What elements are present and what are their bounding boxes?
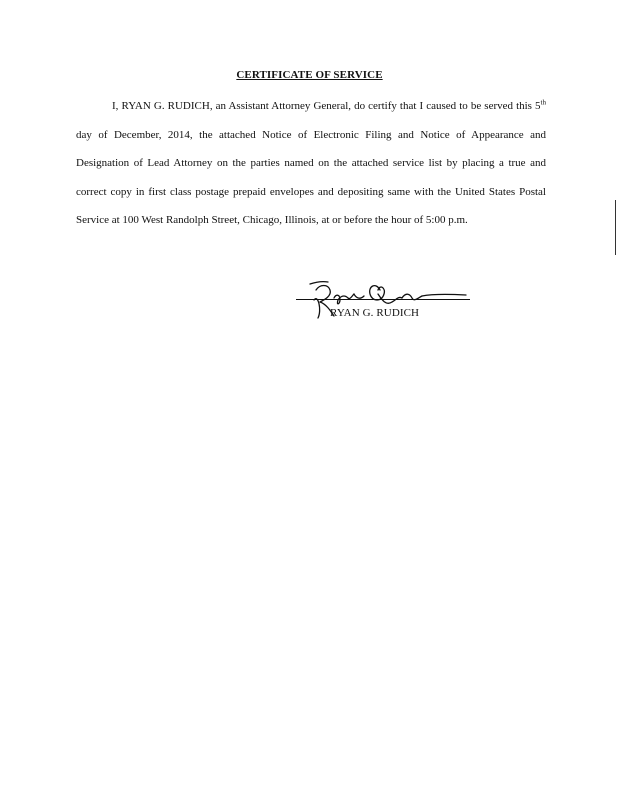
paragraph-text-end: day of December, 2014, the attached Notice of Electronic Filing and Notice of Appearance and Designation of Lead Attorney on the parties named on the attached service list by placing a true and correct copy in first class postage prepaid envelopes and depositing same with the United States Postal Service at 100 West Randolph Street, Chicago, Illinois, at or before the hour of 5:00 p.m. xyxy=(76,128,546,226)
signer-name: RYAN G. RUDICH xyxy=(330,307,420,319)
margin-rule xyxy=(615,200,616,255)
certificate-paragraph xyxy=(76,92,546,235)
ordinal-suffix: th xyxy=(540,98,546,107)
paragraph-text-start: I, RYAN G. RUDICH, an Assistant Attorney General, do certify that I caused to be served this 5 xyxy=(112,100,541,112)
document-title: CERTIFICATE OF SERVICE xyxy=(236,69,383,81)
